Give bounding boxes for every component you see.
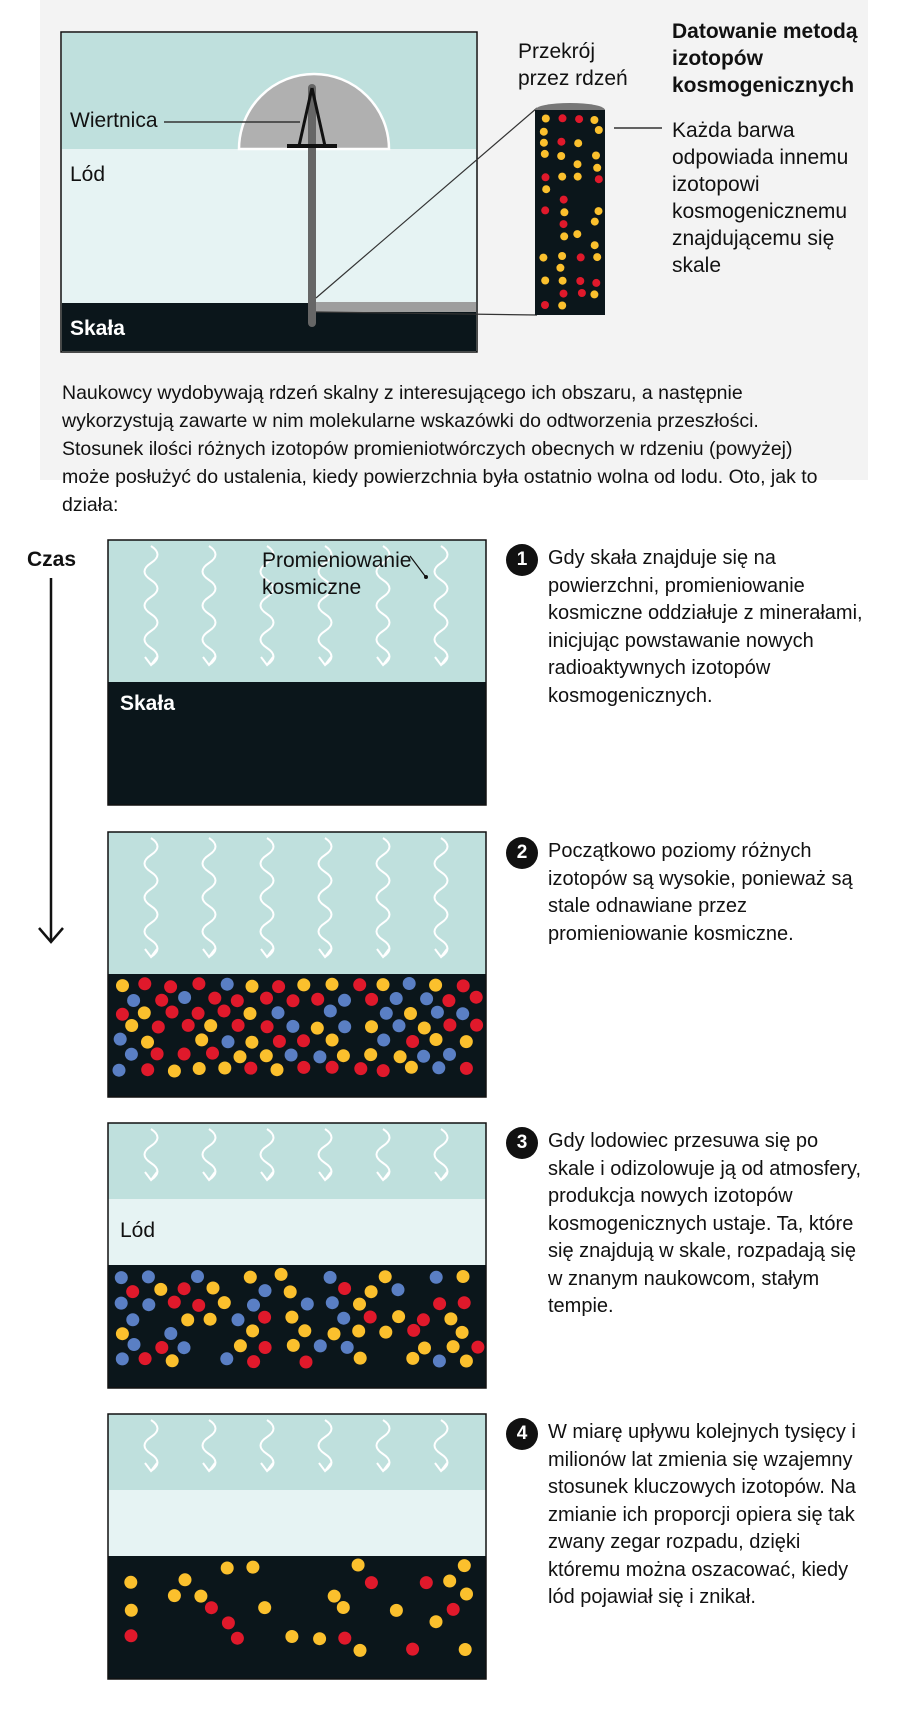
- isotope-dot: [178, 1048, 191, 1061]
- isotope-dot: [178, 1341, 191, 1354]
- isotope-dot: [114, 1033, 127, 1046]
- isotope-dot: [418, 1342, 431, 1355]
- isotope-dot: [272, 1006, 285, 1019]
- core-isotope-dot: [595, 126, 603, 134]
- core-isotope-dot: [557, 152, 565, 160]
- isotope-dot: [443, 1048, 456, 1061]
- isotope-dot: [403, 977, 416, 990]
- isotope-dot: [193, 1062, 206, 1075]
- step-4-badge: 4: [506, 1418, 538, 1450]
- isotope-dot: [420, 1576, 433, 1589]
- isotope-dot: [443, 1575, 456, 1588]
- isotope-dot: [168, 1296, 181, 1309]
- isotope-dot: [125, 1604, 138, 1617]
- isotope-dot: [377, 978, 390, 991]
- isotope-dot: [220, 1352, 233, 1365]
- isotope-dot: [244, 1271, 257, 1284]
- core-isotope-dot: [593, 164, 601, 172]
- isotope-dot: [178, 1282, 191, 1295]
- core-isotope-dot: [557, 138, 565, 146]
- core-isotope-dot: [558, 173, 566, 181]
- core-isotope-dot: [541, 277, 549, 285]
- stage-panel-4: [108, 1414, 486, 1679]
- isotope-dot: [444, 1312, 457, 1325]
- isotope-dot: [364, 1311, 377, 1324]
- isotope-dot: [297, 978, 310, 991]
- isotope-dot: [447, 1603, 460, 1616]
- isotope-dot: [406, 1352, 419, 1365]
- isotope-dot: [353, 978, 366, 991]
- isotope-dot: [324, 1271, 337, 1284]
- isotope-dot: [470, 991, 483, 1004]
- isotope-dot: [313, 1632, 326, 1645]
- isotope-dot: [125, 1048, 138, 1061]
- core-isotope-dot: [573, 230, 581, 238]
- core-isotope-dot: [560, 196, 568, 204]
- isotope-dot: [352, 1559, 365, 1572]
- isotope-dot: [460, 1355, 473, 1368]
- core-isotope-dot: [539, 254, 547, 262]
- page-title: Datowanie metodą izotopów kosmogenicznych: [672, 20, 858, 97]
- isotope-dot: [139, 1352, 152, 1365]
- isotope-dot: [205, 1601, 218, 1614]
- isotope-dot: [324, 1005, 337, 1018]
- isotope-dot: [221, 1562, 234, 1575]
- isotope-dot: [155, 1341, 168, 1354]
- core-isotope-dot: [542, 115, 550, 123]
- isotope-dot: [116, 979, 129, 992]
- isotope-dot: [429, 979, 442, 992]
- drill-label: Wiertnica: [70, 109, 158, 132]
- isotope-dot: [471, 1341, 484, 1354]
- isotope-dot: [430, 1615, 443, 1628]
- isotope-dot: [287, 1339, 300, 1352]
- isotope-dot: [232, 1313, 245, 1326]
- isotope-dot: [164, 1327, 177, 1340]
- panel-sky: [108, 832, 486, 974]
- core-isotope-dot: [540, 128, 548, 136]
- isotope-dot: [168, 1589, 181, 1602]
- isotope-dot: [341, 1341, 354, 1354]
- isotope-dot: [116, 1352, 129, 1365]
- core-isotope-dot: [542, 173, 550, 181]
- radiation-leader-dot: [424, 575, 428, 579]
- isotope-dot: [126, 1313, 139, 1326]
- isotope-dot: [271, 1063, 284, 1076]
- isotope-dot: [154, 1283, 167, 1296]
- time-label: Czas: [27, 548, 77, 571]
- isotope-dot: [192, 1007, 205, 1020]
- intro-paragraph: [62, 379, 842, 519]
- isotope-dot: [218, 1005, 231, 1018]
- isotope-dot: [247, 1299, 260, 1312]
- panel-ice: [108, 1490, 486, 1556]
- isotope-dot: [166, 1354, 179, 1367]
- step-2-badge: 2: [506, 837, 538, 869]
- isotope-dot: [259, 1284, 272, 1297]
- isotope-dot: [460, 1062, 473, 1075]
- isotope-dot: [115, 1297, 128, 1310]
- isotope-dot: [273, 1035, 286, 1048]
- isotope-dot: [168, 1065, 181, 1078]
- isotope-dot: [313, 1050, 326, 1063]
- isotope-dot: [113, 1064, 126, 1077]
- core-isotope-dot: [541, 150, 549, 158]
- isotope-dot: [404, 1007, 417, 1020]
- step-3-badge: 3: [506, 1127, 538, 1159]
- isotope-dot: [231, 994, 244, 1007]
- core-isotope-dot: [592, 152, 600, 160]
- isotope-dot: [218, 1062, 231, 1075]
- isotope-dot: [206, 1047, 219, 1060]
- step-1-text: Gdy skała znajduje się na powierzchni, promieniowanie kosmiczne oddziałuje z minerałami, inicjując powstawanie nowych radioaktywnych izotopów kosmogenicznych.: [548, 547, 863, 707]
- isotope-dot: [354, 1644, 367, 1657]
- isotope-dot: [234, 1050, 247, 1063]
- isotope-dot: [285, 1049, 298, 1062]
- core-isotope-dot: [595, 207, 603, 215]
- isotope-dot: [284, 1285, 297, 1298]
- isotope-dot: [126, 1285, 139, 1298]
- isotope-dot: [418, 1022, 431, 1035]
- isotope-dot: [365, 1285, 378, 1298]
- core-isotope-dot: [575, 115, 583, 123]
- isotope-dot: [430, 1271, 443, 1284]
- isotope-dot: [459, 1643, 472, 1656]
- isotope-dot: [431, 1006, 444, 1019]
- stages-diagram: [0, 530, 500, 1690]
- isotope-dot: [365, 1020, 378, 1033]
- isotope-dot: [128, 1338, 141, 1351]
- isotope-dot: [457, 1270, 470, 1283]
- isotope-dot: [245, 1036, 258, 1049]
- isotope-dot: [379, 1270, 392, 1283]
- isotope-dot: [297, 1061, 310, 1074]
- isotope-dot: [151, 1047, 164, 1060]
- isotope-dot: [456, 1007, 469, 1020]
- isotope-dot: [191, 1270, 204, 1283]
- isotope-dot: [354, 1352, 367, 1365]
- isotope-dot: [443, 1019, 456, 1032]
- panel3-ice-label: Lód: [120, 1219, 156, 1242]
- core-isotope-dot: [577, 253, 585, 261]
- isotope-dot: [247, 1355, 260, 1368]
- core-isotope-dot: [558, 252, 566, 260]
- isotope-dot: [407, 1324, 420, 1337]
- cross-section-label: Przekrój przez rdzeń: [518, 40, 628, 90]
- isotope-dot: [115, 1271, 128, 1284]
- panel-sky: [108, 1414, 486, 1490]
- isotope-dot: [297, 1034, 310, 1047]
- isotope-dot: [338, 1282, 351, 1295]
- core-isotope-dot: [541, 301, 549, 309]
- core-isotope-dot: [591, 241, 599, 249]
- isotope-dot: [125, 1019, 138, 1032]
- isotope-dot: [192, 1299, 205, 1312]
- core-isotope-dot: [578, 289, 586, 297]
- isotope-dot: [458, 1559, 471, 1572]
- isotope-dot: [326, 1296, 339, 1309]
- isotope-dot: [390, 1604, 403, 1617]
- isotope-dot: [353, 1298, 366, 1311]
- core-isotope-dot: [541, 206, 549, 214]
- core-isotope-dot: [591, 218, 599, 226]
- core-isotope-dot: [560, 290, 568, 298]
- isotope-dot: [244, 1007, 257, 1020]
- isotope-dot: [417, 1050, 430, 1063]
- isotope-dot: [246, 1561, 259, 1574]
- isotope-dot: [298, 1324, 311, 1337]
- panel-sky: [108, 1123, 486, 1199]
- isotope-dot: [406, 1035, 419, 1048]
- isotope-dot: [244, 1062, 257, 1075]
- core-isotope-dot: [574, 173, 582, 181]
- core-isotope-dot: [542, 185, 550, 193]
- isotope-dot: [155, 994, 168, 1007]
- isotope-dot: [222, 1616, 235, 1629]
- panel1-rock-label: Skała: [120, 692, 175, 715]
- isotope-dot: [261, 1020, 274, 1033]
- isotope-dot: [204, 1019, 217, 1032]
- core-isotope-dot: [574, 160, 582, 168]
- isotope-dot: [456, 1326, 469, 1339]
- isotope-dot: [390, 992, 403, 1005]
- core-slot: [316, 302, 476, 312]
- isotope-dot: [152, 1021, 165, 1034]
- isotope-dot: [125, 1629, 138, 1642]
- core-isotope-dot: [595, 175, 603, 183]
- isotope-dot: [246, 1324, 259, 1337]
- isotope-dot: [272, 980, 285, 993]
- panel-rock: [108, 1265, 486, 1388]
- isotope-dot: [337, 1601, 350, 1614]
- step-2-text: Początkowo poziomy różnych izotopów są wysokie, ponieważ są stale odnawiane przez promieniowanie kosmiczne.: [548, 840, 853, 945]
- isotope-dot: [457, 979, 470, 992]
- panel-ice: [108, 1199, 486, 1265]
- isotope-dot: [285, 1630, 298, 1643]
- isotope-dot: [286, 1020, 299, 1033]
- isotope-dot: [287, 994, 300, 1007]
- isotope-dot: [124, 1576, 137, 1589]
- core-isotope-dot: [560, 208, 568, 216]
- core-isotope-dot: [558, 302, 566, 310]
- isotope-dot: [326, 1034, 339, 1047]
- core-isotope-dot: [559, 277, 567, 285]
- isotope-dot: [337, 1049, 350, 1062]
- isotope-dot: [393, 1019, 406, 1032]
- stage-panel-3: [108, 1123, 486, 1388]
- intro-text: Naukowcy wydobywają rdzeń skalny z interesującego ich obszaru, a następnie wykorzystują zawarte w nim molekularne wskazówki do odtworzenia przeszłości. Stosunek ilości różnych izotopów promieniotwórczych obecnych w rdzeniu (powyżej) może posłużyć do ustalenia, kiedy powierzchnia była ostatnio wolna od lodu. Oto, jak to działa:: [62, 382, 818, 516]
- isotope-dot: [470, 1019, 483, 1032]
- isotope-dot: [231, 1632, 244, 1645]
- isotope-dot: [207, 1282, 220, 1295]
- isotope-dot: [328, 1590, 341, 1603]
- isotope-dot: [433, 1297, 446, 1310]
- isotope-dot: [354, 1062, 367, 1075]
- isotope-dot: [365, 993, 378, 1006]
- isotope-dot: [192, 977, 205, 990]
- isotope-dot: [116, 1327, 129, 1340]
- isotope-dot: [182, 1019, 195, 1032]
- core-isotope-dot: [560, 220, 568, 228]
- step-1-badge: 1: [506, 544, 538, 576]
- isotope-dot: [232, 1019, 245, 1032]
- isotope-dot: [394, 1050, 407, 1063]
- isotope-dot: [392, 1283, 405, 1296]
- ice-label: Lód: [70, 163, 106, 186]
- core-isotope-dot: [559, 114, 567, 122]
- isotope-dot: [179, 1573, 192, 1586]
- isotope-dot: [285, 1311, 298, 1324]
- isotope-dot: [258, 1601, 271, 1614]
- isotope-dot: [181, 1313, 194, 1326]
- isotope-dot: [311, 1022, 324, 1035]
- isotope-dot: [142, 1270, 155, 1283]
- isotope-dot: [260, 1049, 273, 1062]
- isotope-dot: [314, 1339, 327, 1352]
- isotope-dot: [204, 1313, 217, 1326]
- isotope-dot: [164, 980, 177, 993]
- isotope-dot: [259, 1341, 272, 1354]
- core-isotope-dot: [556, 264, 564, 272]
- isotope-dot: [380, 1007, 393, 1020]
- core-isotope-dot: [540, 139, 548, 147]
- isotope-dot: [127, 994, 140, 1007]
- core-isotope-dot: [590, 116, 598, 124]
- isotope-dot: [460, 1588, 473, 1601]
- isotope-dot: [222, 1035, 235, 1048]
- isotope-dot: [178, 991, 191, 1004]
- isotope-dot: [442, 994, 455, 1007]
- isotope-dot: [194, 1590, 207, 1603]
- isotope-dot: [116, 1008, 129, 1021]
- isotope-dot: [326, 1061, 339, 1074]
- isotope-dot: [142, 1298, 155, 1311]
- isotope-dot: [138, 1006, 151, 1019]
- isotope-dot: [208, 992, 221, 1005]
- stage-panel-2: [108, 832, 486, 1097]
- isotope-dot: [458, 1296, 471, 1309]
- isotope-dot: [460, 1035, 473, 1048]
- isotope-dot: [221, 978, 234, 991]
- isotope-dot: [406, 1643, 419, 1656]
- isotope-dot: [260, 992, 273, 1005]
- isotope-dot: [275, 1268, 288, 1281]
- isotope-dot: [258, 1311, 271, 1324]
- isotope-dot: [433, 1355, 446, 1368]
- core-isotope-dot: [593, 253, 601, 261]
- isotope-dot: [377, 1064, 390, 1077]
- color-note: Każda barwa odpowiada innemu izotopowi kosmogenicznemu znajdującemu się skale: [672, 119, 849, 277]
- isotope-dot: [138, 977, 151, 990]
- step-3-text: Gdy lodowiec przesuwa się po skale i odizolowuje ją od atmosfery, produkcja nowych izotopów kosmogenicznych ustaje. Ta, które się znajdują w skale, rozpadają się w znanym naukowcom, stałym tempie.: [548, 1130, 862, 1317]
- core-isotope-dot: [590, 290, 598, 298]
- isotope-dot: [447, 1340, 460, 1353]
- isotope-dot: [392, 1310, 405, 1323]
- isotope-dot: [352, 1325, 365, 1338]
- isotope-dot: [195, 1033, 208, 1046]
- isotope-dot: [234, 1339, 247, 1352]
- isotope-dot: [326, 978, 339, 991]
- panel-rock: [108, 974, 486, 1097]
- isotope-dot: [141, 1063, 154, 1076]
- step-4-text: W miarę upływu kolejnych tysięcy i milionów lat zmienia się wzajemny stosunek kluczowych izotopów. Na zmianie ich proporcji opiera się tak zwany zegar rozpadu, dzięki któremu można oszacować, kiedy lód pojawiał się i znikał.: [548, 1421, 856, 1608]
- isotope-dot: [377, 1034, 390, 1047]
- core-isotope-dot: [576, 277, 584, 285]
- core-isotope-dot: [560, 232, 568, 240]
- isotope-dot: [338, 994, 351, 1007]
- isotope-dot: [379, 1326, 392, 1339]
- isotope-dot: [337, 1312, 350, 1325]
- isotope-dot: [365, 1576, 378, 1589]
- isotope-dot: [300, 1356, 313, 1369]
- isotope-dot: [311, 993, 324, 1006]
- isotope-dot: [141, 1036, 154, 1049]
- isotope-dot: [420, 992, 433, 1005]
- panel-rock: [108, 1556, 486, 1679]
- radiation-label: Promieniowanie kosmiczne: [262, 549, 412, 599]
- isotope-dot: [328, 1327, 341, 1340]
- isotope-dot: [338, 1632, 351, 1645]
- isotope-dot: [218, 1296, 231, 1309]
- isotope-dot: [405, 1061, 418, 1074]
- isotope-dot: [417, 1313, 430, 1326]
- isotope-dot: [246, 980, 259, 993]
- isotope-dot: [301, 1298, 314, 1311]
- core-isotope-dot: [592, 279, 600, 287]
- rock-label: Skała: [70, 317, 125, 340]
- isotope-dot: [338, 1020, 351, 1033]
- isotope-dot: [166, 1006, 179, 1019]
- isotope-dot: [432, 1061, 445, 1074]
- isotope-dot: [430, 1033, 443, 1046]
- core-isotope-dot: [574, 139, 582, 147]
- isotope-dot: [364, 1048, 377, 1061]
